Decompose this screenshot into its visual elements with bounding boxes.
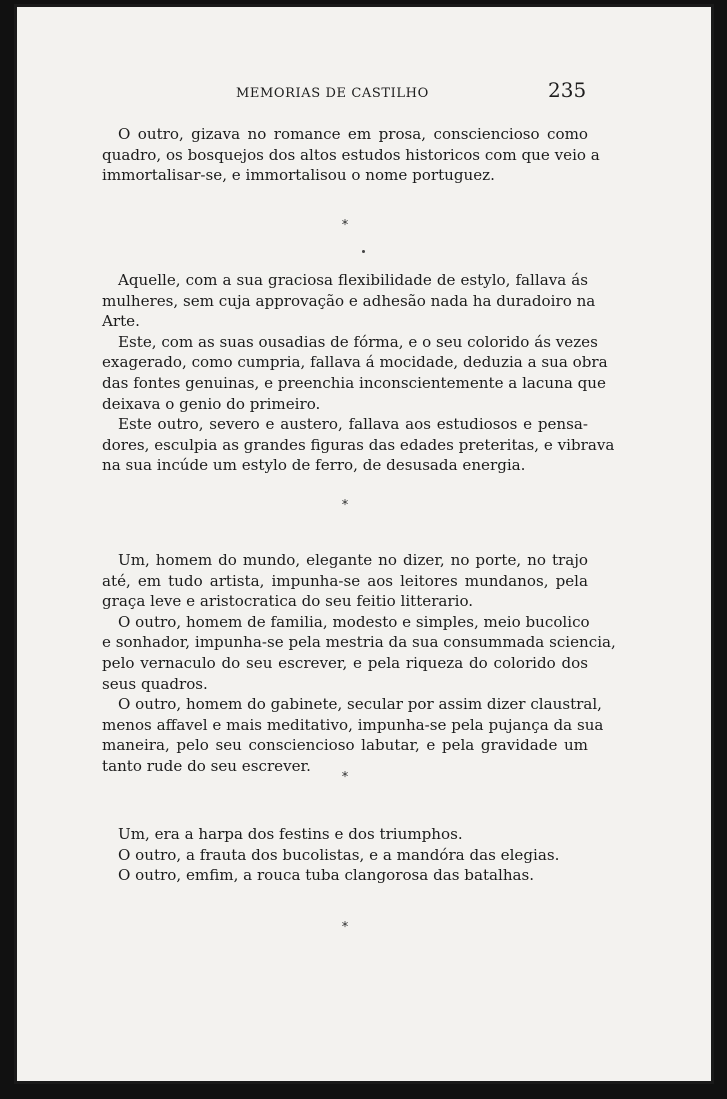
text-line: immortalisar-se, e immortalisou o nome portuguez. [102,166,495,185]
text-line: graça leve e aristocratica do seu feitio litterario. [102,592,474,611]
text-line: menos affavel e mais meditativo, impunha-se pela pujança da sua [102,715,604,734]
text-line: O outro, homem de familia, modesto e simples, meio bucolico [118,612,590,631]
text-line: Este, com as suas ousadias de fórma, e o seu colorido ás vezes [118,332,598,351]
text-line: e sonhador, impunha-se pela mestria da sua consummada sciencia, [102,633,616,652]
text-line: das fontes genuinas, e preenchia inconscientemente a lacuna que [102,373,606,392]
text-block-4 [102,824,588,886]
text-line: Arte. [102,312,140,331]
section-separator: * [341,920,349,935]
text-line: seus quadros. [102,674,208,693]
text-block-2 [102,270,615,476]
text-line: O outro, emfim, a rouca tuba clangorosa das batalhas. [118,866,535,885]
text-block-3 [102,550,616,777]
text-line: exagerado, como cumpria, fallava á mocidade, deduzia a sua obra [102,353,608,372]
section-separator: * [341,218,349,233]
page-header [14,78,714,106]
text-line: mulheres, sem cuja approvação e adhesão nada ha duradoiro na [102,291,596,310]
text-line: Um, homem do mundo, elegante no dizer, no porte, no trajo [118,551,588,569]
text-line: Um, era a harpa dos festins e dos triumphos. [118,825,463,843]
text-line: Este outro, severo e austero, fallava aos estudiosos e pensa- [118,415,588,434]
text-line: pelo vernaculo do seu escrever, e pela riqueza do colorido dos [102,653,588,672]
text-line: tanto rude do seu escrever. [102,756,311,775]
text-line: maneira, pelo seu consciencioso labutar, e pela gravidade um [102,736,588,755]
section-separator: * [341,498,349,513]
text-line: até, em tudo artista, impunha-se aos leitores mundanos, pela [102,571,588,590]
section-separator: * [341,770,349,785]
text-line: deixava o genio do primeiro. [102,394,321,413]
text-line: Aquelle, com a sua graciosa flexibilidade de estylo, fallava ás [118,271,588,289]
text-line: O outro, a frauta dos bucolistas, e a mandóra das elegias. [118,845,560,864]
text-line: na sua incúde um estylo de ferro, de desusada energia. [102,456,526,475]
text-line: dores, esculpia as grandes figuras das edades preteritas, e vibrava [102,435,615,454]
text-line: O outro, homem do gabinete, secular por assim dizer claustral, [118,695,602,714]
page-number: 235 [548,78,587,102]
text-block-1 [102,124,600,186]
book-page [14,4,714,1084]
print-speck [362,250,365,253]
text-line: O outro, gizava no romance em prosa, consciencioso como [118,125,588,143]
running-title: MEMORIAS DE CASTILHO [236,86,429,101]
text-line: quadro, os bosquejos dos altos estudos historicos com que veio a [102,145,600,164]
